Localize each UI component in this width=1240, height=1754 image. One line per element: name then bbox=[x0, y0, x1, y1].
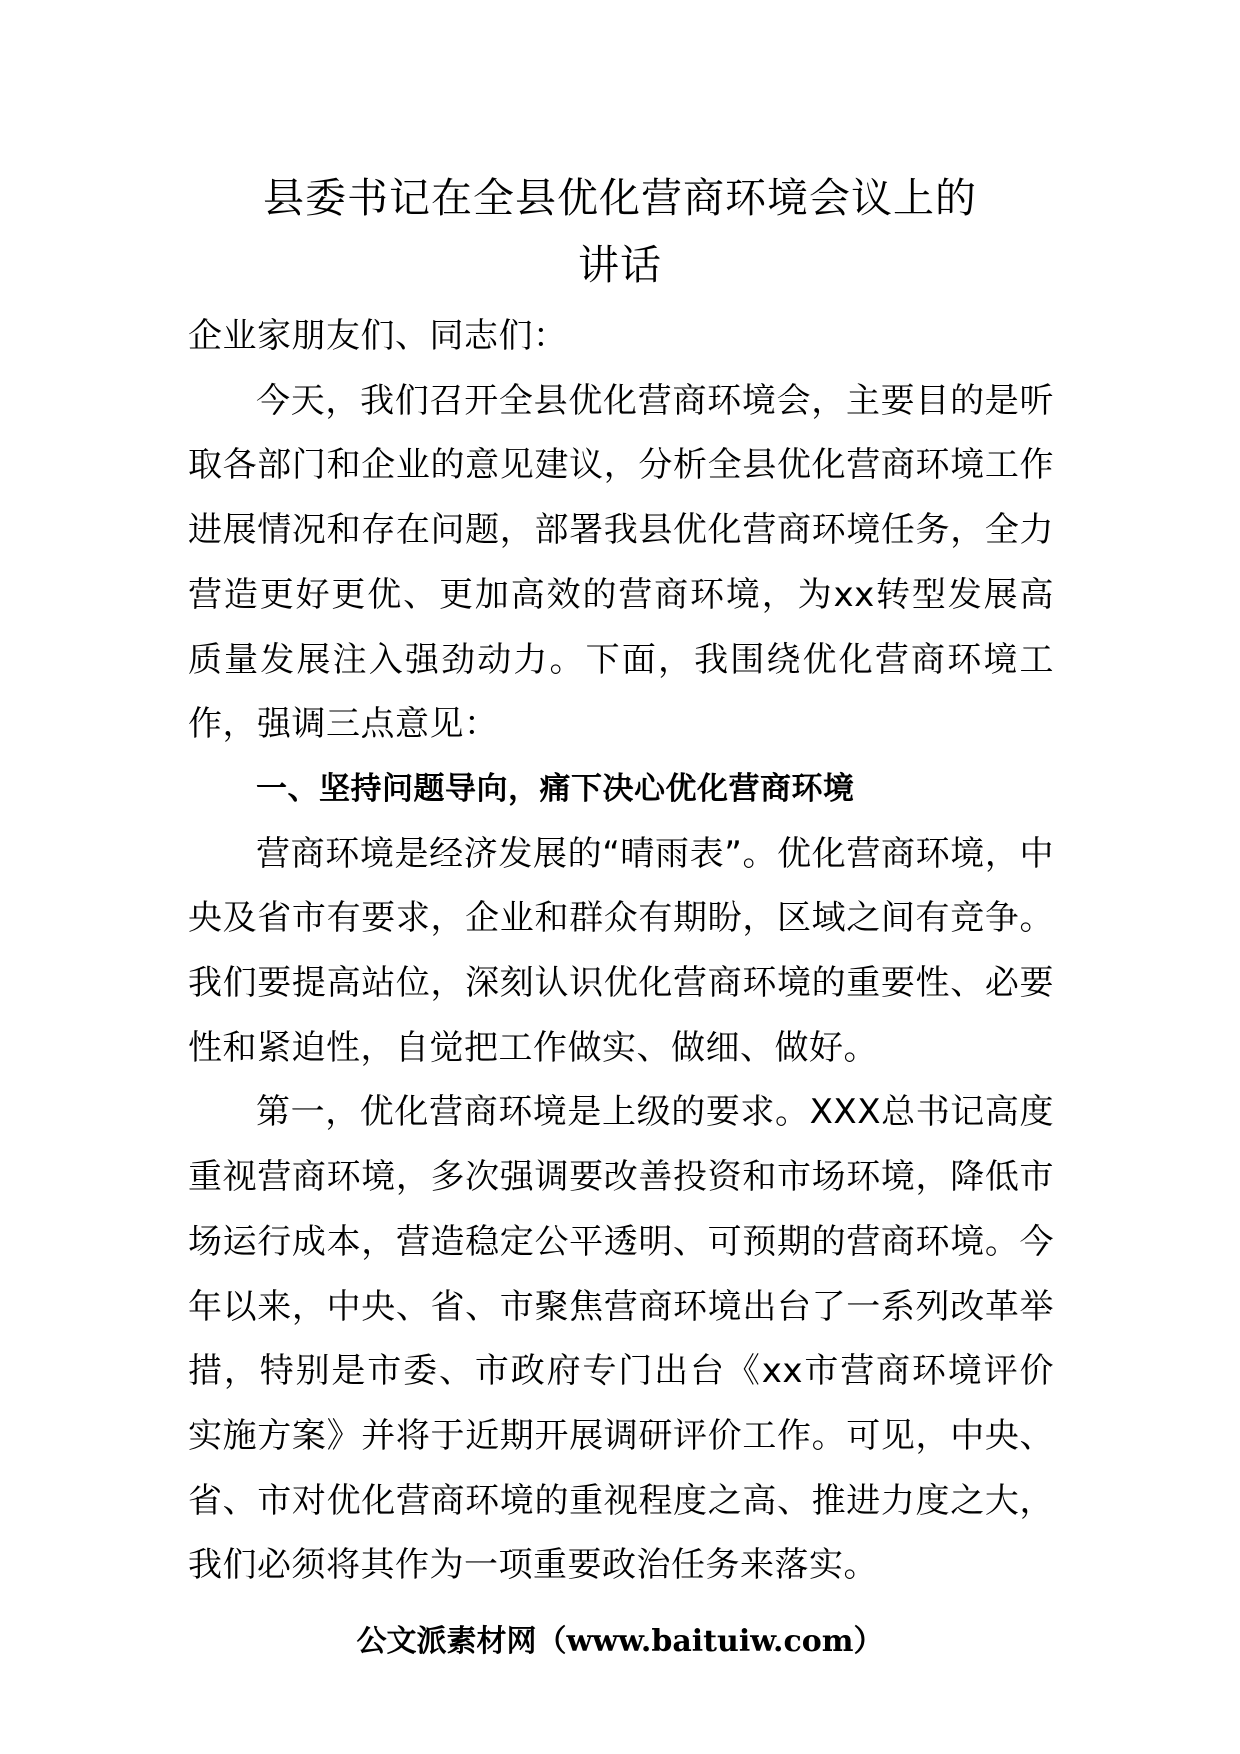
footer-watermark: 公文派素材网（www.baituiw.com） bbox=[356, 1624, 884, 1659]
document-title-line-1: 县委书记在全县优化营商环境会议上的 bbox=[263, 174, 977, 222]
paragraph-3: 第一，优化营商环境是上级的要求。XXX总书记高度重视营商环境，多次强调要改善投资和市场环境，降低市场运行成本，营造稳定公平透明、可预期的营商环境。今年以来，中央、省、市聚焦营商环境出台了一系列改革举措，特别是市委、市政府专门出台《xx市营商环境评价实施方案》并将于近期开展调研评价工作。可见，中央、省、市对优化营商环境的重视程度之高、推进力度之大，我们必须将其作为一项重要政治任务来落实。 bbox=[188, 1092, 1054, 1586]
salutation: 企业家朋友们、同志们： bbox=[188, 316, 568, 356]
document-title-line-2: 讲话 bbox=[578, 241, 662, 289]
paragraph-2: 营商环境是经济发展的“晴雨表”。优化营商环境，中央及省市有要求，企业和群众有期盼，区域之间有竞争。我们要提高站位，深刻认识优化营商环境的重要性、必要性和紧迫性，自觉把工作做实、做细、做好。 bbox=[188, 833, 1054, 1068]
section-heading-1: 一、坚持问题导向，痛下决心优化营商环境 bbox=[256, 770, 855, 807]
document-body bbox=[188, 304, 1054, 1598]
paragraph-intro: 今天，我们召开全县优化营商环境会，主要目的是听取各部门和企业的意见建议，分析全县优化营商环境工作进展情况和存在问题，部署我县优化营商环境任务，全力营造更好更优、更加高效的营商环境，为xx转型发展高质量发展注入强劲动力。下面，我围绕优化营商环境工作，强调三点意见： bbox=[188, 380, 1054, 745]
